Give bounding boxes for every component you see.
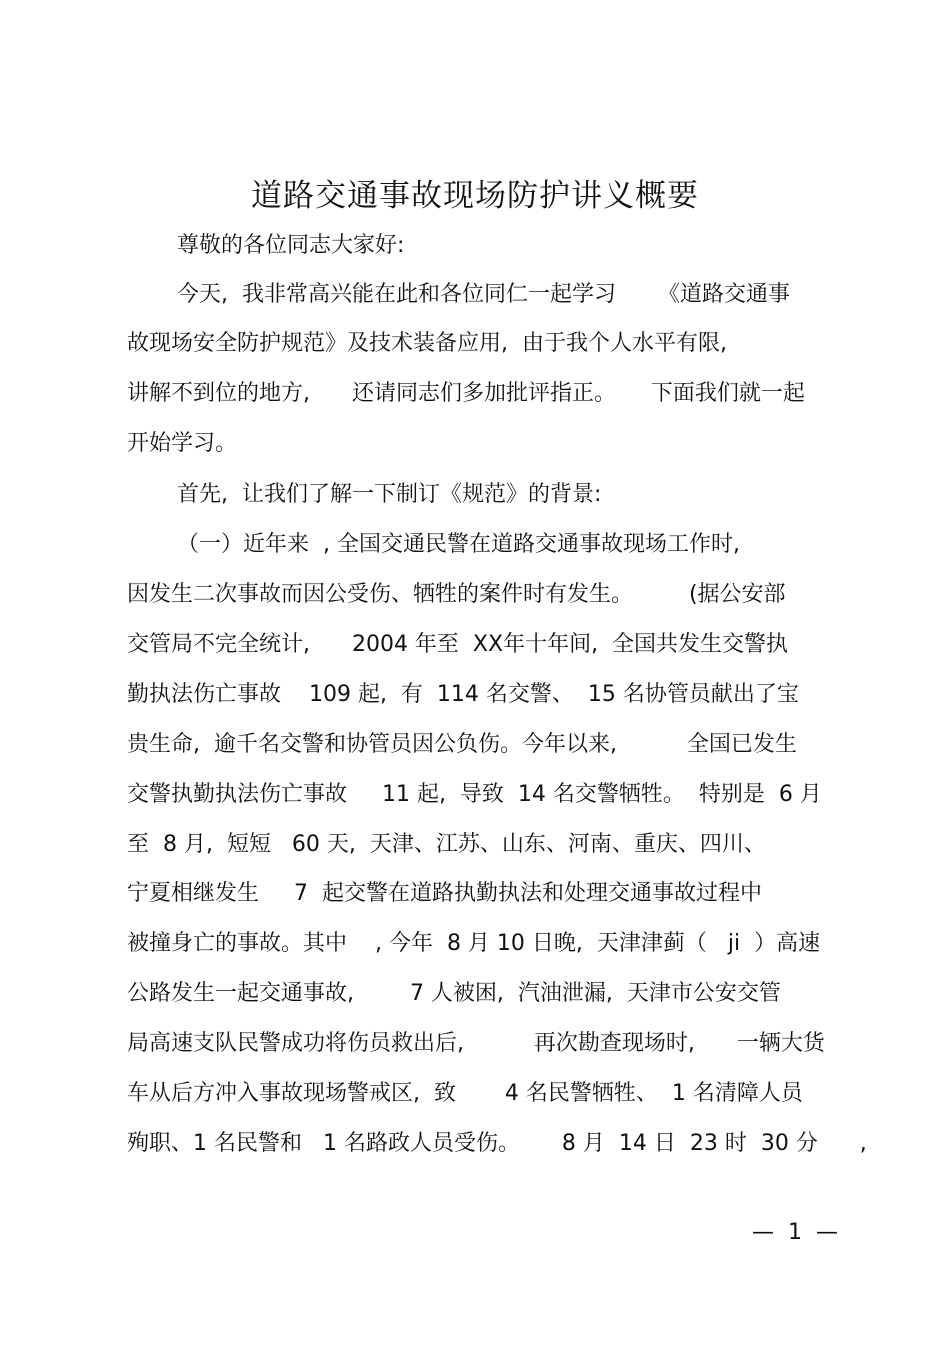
text-line: 公路发生一起交通事故, 7 人被困, 汽油泄漏, 天津市公安交管 (127, 981, 781, 1006)
text-line: 尊敬的各位同志大家好: (177, 233, 405, 258)
text-line: 车从后方冲入事故现场警戒区, 致 4 名民警牺牲、 1 名清障人员 (127, 1081, 803, 1106)
text-line: 勤执法伤亡事故 109 起, 有 114 名交警、 15 名协管员献出了宝 (127, 682, 799, 707)
text-line: 交警执勤执法伤亡事故 11 起, 导致 14 名交警牺牲。 特别是 6 月 (127, 782, 822, 807)
text-line: 宁夏相继发生 7 起交警在道路执勤执法和处理交通事故过程中 (127, 881, 762, 906)
document-title: 道路交通事故现场防护讲义概要 (251, 178, 699, 214)
text-line: 至 8 月, 短短 60 天, 天津、江苏、山东、河南、重庆、四川、 (127, 832, 766, 857)
text-line: 因发生二次事故而因公受伤、牺牲的案件时有发生。 (据公安部 (127, 582, 786, 607)
text-line: 贵生命, 逾千名交警和协管员因公负伤。今年以来, 全国已发生 (127, 732, 797, 757)
text-line: 讲解不到位的地方, 还请同志们多加批评指正。 下面我们就一起 (127, 381, 805, 406)
text-line: 被撞身亡的事故。其中 , 今年 8 月 10 日晚, 天津津蓟（ ji ）高速 (127, 931, 821, 956)
text-line: 交管局不完全统计, 2004 年至 XX年十年间, 全国共发生交警执 (127, 632, 789, 657)
page-number: — 1 — (752, 1220, 838, 1245)
text-line: 今天, 我非常高兴能在此和各位同仁一起学习 《道路交通事 (177, 282, 790, 307)
text-line: 首先, 让我们了解一下制订《规范》的背景: (177, 482, 602, 507)
text-line: 殉职、1 名民警和 1 名路政人员受伤。 8 月 14 日 23 时 30 分 , (127, 1131, 867, 1156)
text-line: 局高速支队民警成功将伤员救出后, 再次勘查现场时, 一辆大货 (127, 1031, 825, 1056)
text-line: （一）近年来 , 全国交通民警在道路交通事故现场工作时, (177, 532, 740, 557)
text-line: 开始学习。 (127, 431, 238, 456)
text-line: 故现场安全防护规范》及技术装备应用, 由于我个人水平有限, (127, 331, 727, 356)
